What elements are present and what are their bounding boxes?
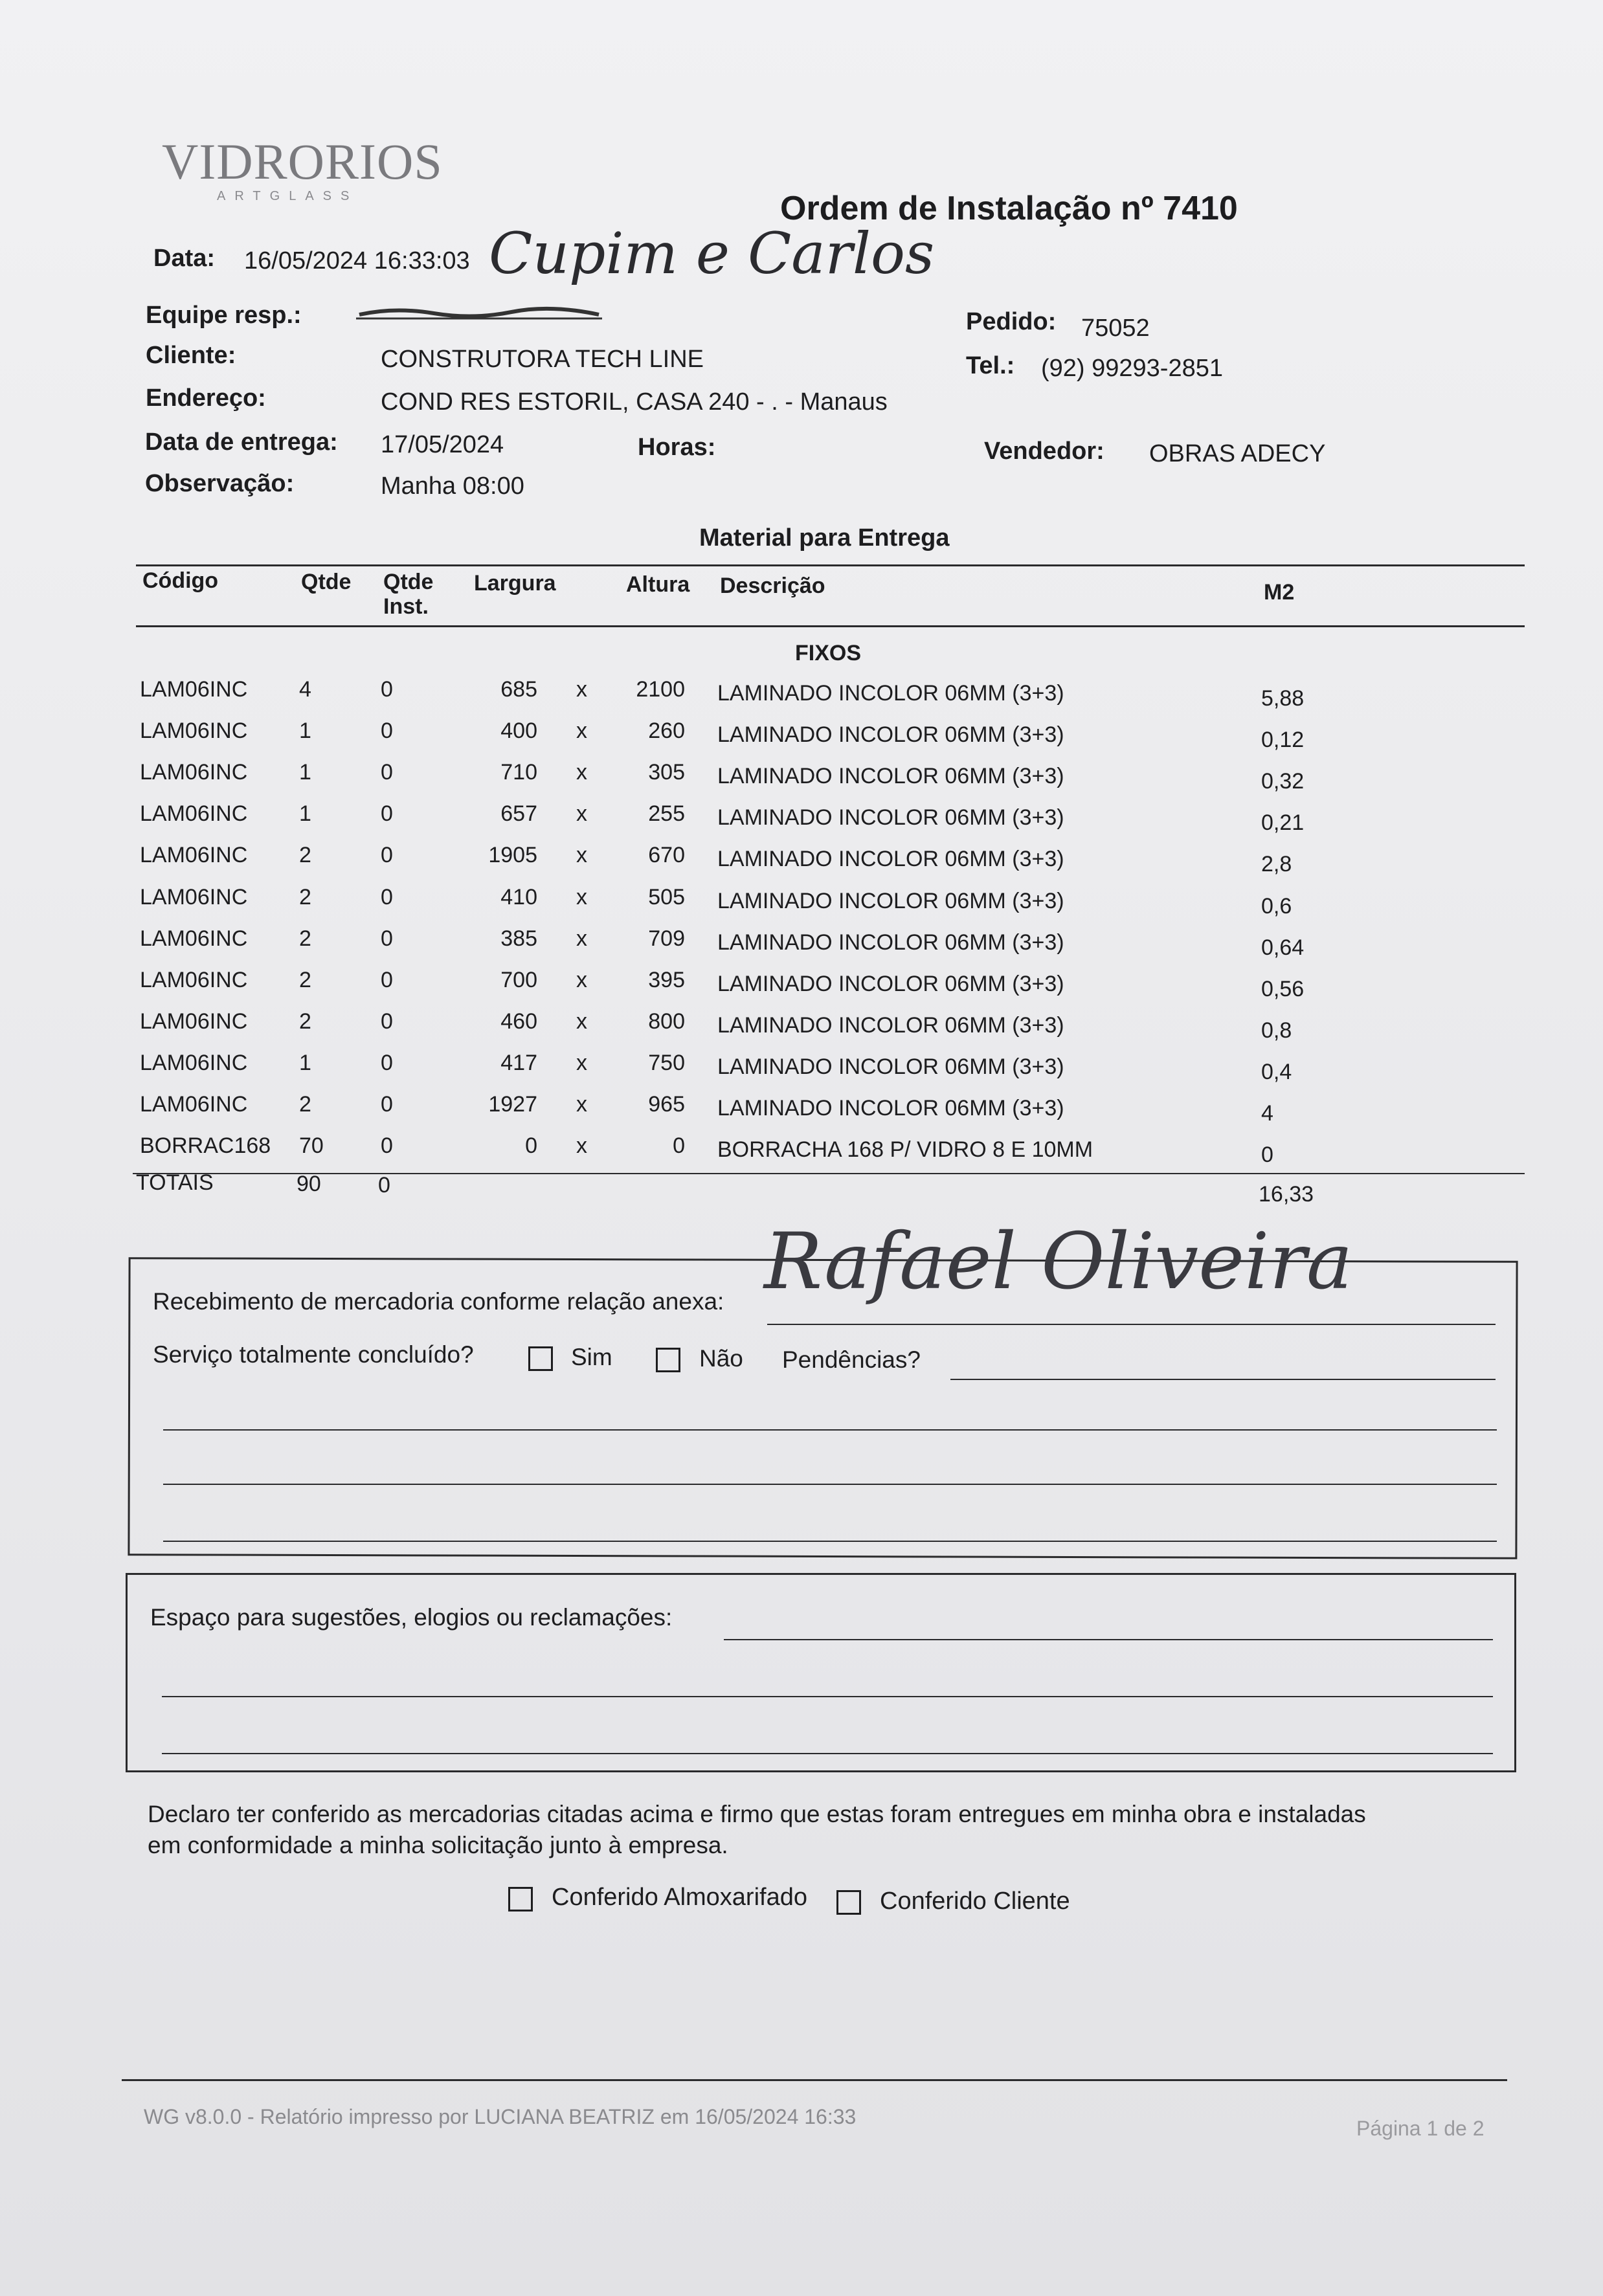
table-cell-qtde: 2 — [299, 1009, 311, 1034]
col-code: Código — [142, 568, 219, 593]
table-cell-m2: 0,32 — [1261, 769, 1305, 794]
table-cell-codigo: LAM06INC — [140, 843, 248, 868]
table-cell-inst: 0 — [381, 843, 393, 868]
table-cell-inst: 0 — [381, 967, 393, 992]
table-cell-qtde: 2 — [299, 884, 311, 909]
receipt-line[interactable] — [767, 1324, 1496, 1325]
col-description: Descrição — [720, 574, 825, 598]
pending-label: Pendências? — [782, 1346, 921, 1373]
suggestions-line-3[interactable] — [162, 1753, 1493, 1754]
table-cell-descricao: LAMINADO INCOLOR 06MM (3+3) — [717, 1012, 1064, 1038]
table-cell-descricao: LAMINADO INCOLOR 06MM (3+3) — [717, 888, 1064, 913]
print-note: WG v8.0.0 - Relatório impresso por LUCIANA BEATRIZ em 16/05/2024 16:33 — [144, 2105, 857, 2128]
table-cell-inst: 0 — [381, 1009, 393, 1034]
document-title: Ordem de Instalação nº 7410 — [780, 190, 1238, 227]
table-cell-qtde: 2 — [299, 926, 311, 951]
table-cell-qtde: 2 — [299, 843, 311, 868]
table-cell-altura: 750 — [648, 1050, 685, 1075]
table-cell-x: x — [576, 1133, 587, 1159]
table-cell-inst: 0 — [381, 677, 393, 702]
totals-inst: 0 — [378, 1173, 390, 1198]
table-cell-qtde: 4 — [299, 677, 311, 702]
phone-label: Tel.: — [966, 352, 1015, 379]
table-cell-m2: 4 — [1261, 1101, 1273, 1126]
table-cell-codigo: LAM06INC — [140, 967, 248, 992]
warehouse-checkbox[interactable] — [508, 1887, 533, 1911]
table-cell-inst: 0 — [381, 801, 393, 827]
table-cell-inst: 0 — [381, 1133, 393, 1159]
footer-rule — [122, 2079, 1507, 2081]
table-cell-m2: 0,6 — [1261, 893, 1292, 919]
col-qty: Qtde — [301, 570, 352, 594]
order-label: Pedido: — [966, 308, 1057, 335]
table-cell-x: x — [576, 884, 587, 909]
client-checkbox[interactable] — [836, 1890, 861, 1915]
table-cell-largura: 400 — [500, 719, 537, 744]
suggestions-line-2[interactable] — [162, 1696, 1493, 1697]
yes-checkbox[interactable] — [528, 1346, 553, 1371]
table-cell-largura: 700 — [500, 967, 537, 992]
table-cell-codigo: LAM06INC — [140, 926, 248, 951]
section-title: Material para Entrega — [699, 524, 950, 552]
totals-qty: 90 — [297, 1172, 321, 1196]
yes-label: Sim — [571, 1344, 612, 1370]
table-cell-m2: 2,8 — [1261, 852, 1292, 877]
table-cell-largura: 1927 — [488, 1092, 537, 1117]
table-cell-codigo: BORRAC168 — [140, 1133, 271, 1159]
table-cell-codigo: LAM06INC — [140, 884, 248, 909]
table-cell-codigo: LAM06INC — [140, 677, 248, 702]
table-cell-descricao: LAMINADO INCOLOR 06MM (3+3) — [717, 1096, 1064, 1120]
table-cell-qtde: 1 — [299, 801, 311, 827]
table-cell-largura: 0 — [525, 1133, 537, 1159]
table-cell-largura: 410 — [500, 884, 537, 909]
table-cell-m2: 5,88 — [1261, 686, 1305, 711]
table-cell-largura: 385 — [500, 926, 537, 951]
company-logo-subtitle: ARTGLASS — [217, 189, 359, 203]
table-cell-x: x — [576, 1050, 587, 1075]
table-cell-descricao: BORRACHA 168 P/ VIDRO 8 E 10MM — [717, 1137, 1093, 1163]
totals-rule — [133, 1173, 1525, 1174]
receipt-line-2[interactable] — [163, 1429, 1497, 1431]
table-cell-descricao: LAMINADO INCOLOR 06MM (3+3) — [717, 1054, 1064, 1079]
group-label: FIXOS — [795, 641, 862, 665]
table-cell-altura: 0 — [673, 1133, 685, 1159]
table-cell-x: x — [576, 760, 587, 785]
table-header-rule — [136, 625, 1525, 627]
table-cell-altura: 260 — [648, 719, 685, 744]
table-cell-descricao: LAMINADO INCOLOR 06MM (3+3) — [717, 930, 1064, 955]
pending-line[interactable] — [950, 1379, 1496, 1380]
table-cell-inst: 0 — [381, 719, 393, 744]
no-checkbox[interactable] — [656, 1348, 680, 1372]
order-value: 75052 — [1081, 315, 1150, 342]
receipt-line-4[interactable] — [163, 1541, 1497, 1542]
crossed-out-name — [356, 304, 602, 325]
table-cell-x: x — [576, 1009, 587, 1034]
table-top-rule — [136, 564, 1525, 566]
table-cell-altura: 505 — [648, 884, 685, 909]
table-cell-inst: 0 — [381, 1092, 393, 1117]
receipt-line-3[interactable] — [163, 1484, 1497, 1485]
suggestions-line-1[interactable] — [724, 1639, 1493, 1640]
date-value: 16/05/2024 16:33:03 — [244, 247, 470, 274]
table-cell-qtde: 1 — [299, 760, 311, 785]
client-value: CONSTRUTORA TECH LINE — [381, 346, 704, 373]
table-cell-largura: 460 — [500, 1009, 537, 1034]
table-cell-codigo: LAM06INC — [140, 760, 248, 785]
table-cell-qtde: 70 — [299, 1133, 324, 1159]
table-cell-x: x — [576, 1092, 587, 1117]
table-cell-altura: 255 — [648, 801, 685, 827]
table-cell-largura: 710 — [500, 760, 537, 785]
table-cell-inst: 0 — [381, 926, 393, 951]
page-number: Página 1 de 2 — [1356, 2117, 1485, 2140]
signature: Rafael Oliveira — [764, 1217, 1353, 1307]
col-qty-inst: Qtde — [383, 570, 434, 594]
phone-value: (92) 99293-2851 — [1041, 355, 1223, 382]
table-cell-m2: 0,8 — [1261, 1018, 1292, 1043]
table-cell-m2: 0,64 — [1261, 935, 1305, 960]
declaration-line-1: Declaro ter conferido as mercadorias citadas acima e firmo que estas foram entregues em minha obra e instaladas — [148, 1801, 1366, 1827]
delivery-date-label: Data de entrega: — [145, 429, 338, 456]
delivery-date-value: 17/05/2024 — [381, 431, 504, 458]
table-cell-inst: 0 — [381, 760, 393, 785]
totals-m2: 16,33 — [1259, 1182, 1314, 1207]
table-cell-altura: 305 — [648, 760, 685, 785]
table-cell-qtde: 1 — [299, 1050, 311, 1075]
seller-value: OBRAS ADECY — [1149, 440, 1326, 467]
address-value: COND RES ESTORIL, CASA 240 - . - Manaus — [381, 388, 888, 416]
col-m2: M2 — [1264, 580, 1295, 605]
table-cell-altura: 670 — [648, 843, 685, 868]
col-qty-inst-2: Inst. — [383, 594, 429, 619]
col-height: Altura — [626, 572, 690, 597]
table-cell-x: x — [576, 926, 587, 951]
address-label: Endereço: — [146, 385, 266, 412]
table-cell-inst: 0 — [381, 1050, 393, 1075]
table-cell-altura: 2100 — [636, 677, 685, 702]
service-question: Serviço totalmente concluído? — [153, 1341, 474, 1368]
suggestions-box — [126, 1573, 1516, 1772]
table-cell-x: x — [576, 967, 587, 992]
table-cell-qtde: 2 — [299, 1092, 311, 1117]
table-cell-x: x — [576, 843, 587, 868]
table-cell-m2: 0 — [1261, 1142, 1273, 1168]
table-cell-m2: 0,21 — [1261, 810, 1305, 836]
table-cell-descricao: LAMINADO INCOLOR 06MM (3+3) — [717, 971, 1064, 996]
observation-label: Observação: — [145, 470, 295, 497]
table-cell-largura: 417 — [500, 1050, 537, 1075]
table-cell-altura: 709 — [648, 926, 685, 951]
observation-value: Manha 08:00 — [381, 473, 524, 500]
suggestions-label: Espaço para sugestões, elogios ou reclamações: — [150, 1604, 673, 1631]
table-cell-m2: 0,56 — [1261, 976, 1305, 1001]
table-cell-m2: 0,12 — [1261, 728, 1305, 753]
table-cell-largura: 685 — [500, 677, 537, 702]
seller-label: Vendedor: — [984, 438, 1104, 465]
table-cell-descricao: LAMINADO INCOLOR 06MM (3+3) — [717, 681, 1064, 706]
hours-label: Horas: — [638, 434, 716, 461]
totals-label: TOTAIS — [136, 1170, 214, 1195]
col-width: Largura — [474, 571, 556, 596]
client-label: Cliente: — [146, 342, 236, 369]
table-cell-altura: 965 — [648, 1092, 685, 1117]
date-label: Data: — [153, 245, 216, 272]
declaration-line-2: em conformidade a minha solicitação junto à empresa. — [148, 1832, 728, 1858]
table-cell-descricao: LAMINADO INCOLOR 06MM (3+3) — [717, 805, 1064, 830]
table-cell-codigo: LAM06INC — [140, 801, 248, 827]
company-logo: VIDRORIOS — [162, 133, 443, 190]
team-label: Equipe resp.: — [146, 302, 302, 329]
table-cell-x: x — [576, 801, 587, 827]
table-cell-codigo: LAM06INC — [140, 1009, 248, 1034]
table-cell-qtde: 2 — [299, 967, 311, 992]
table-cell-descricao: LAMINADO INCOLOR 06MM (3+3) — [717, 722, 1064, 748]
table-cell-largura: 1905 — [488, 843, 537, 868]
client-check-label: Conferido Cliente — [880, 1888, 1070, 1915]
table-cell-m2: 0,4 — [1261, 1059, 1292, 1084]
table-cell-inst: 0 — [381, 884, 393, 909]
table-cell-altura: 800 — [648, 1009, 685, 1034]
handwritten-team: Cupim e Carlos — [489, 220, 935, 287]
table-cell-descricao: LAMINADO INCOLOR 06MM (3+3) — [717, 847, 1064, 872]
table-cell-x: x — [576, 719, 587, 744]
receipt-text: Recebimento de mercadoria conforme relação anexa: — [153, 1288, 724, 1315]
table-cell-altura: 395 — [648, 967, 685, 992]
table-cell-x: x — [576, 677, 587, 702]
table-cell-largura: 657 — [500, 801, 537, 827]
table-cell-qtde: 1 — [299, 719, 311, 744]
no-label: Não — [699, 1345, 743, 1372]
table-cell-codigo: LAM06INC — [140, 719, 248, 744]
table-cell-codigo: LAM06INC — [140, 1050, 248, 1075]
table-cell-codigo: LAM06INC — [140, 1092, 248, 1117]
warehouse-check-label: Conferido Almoxarifado — [552, 1884, 807, 1911]
table-cell-descricao: LAMINADO INCOLOR 06MM (3+3) — [717, 764, 1064, 789]
